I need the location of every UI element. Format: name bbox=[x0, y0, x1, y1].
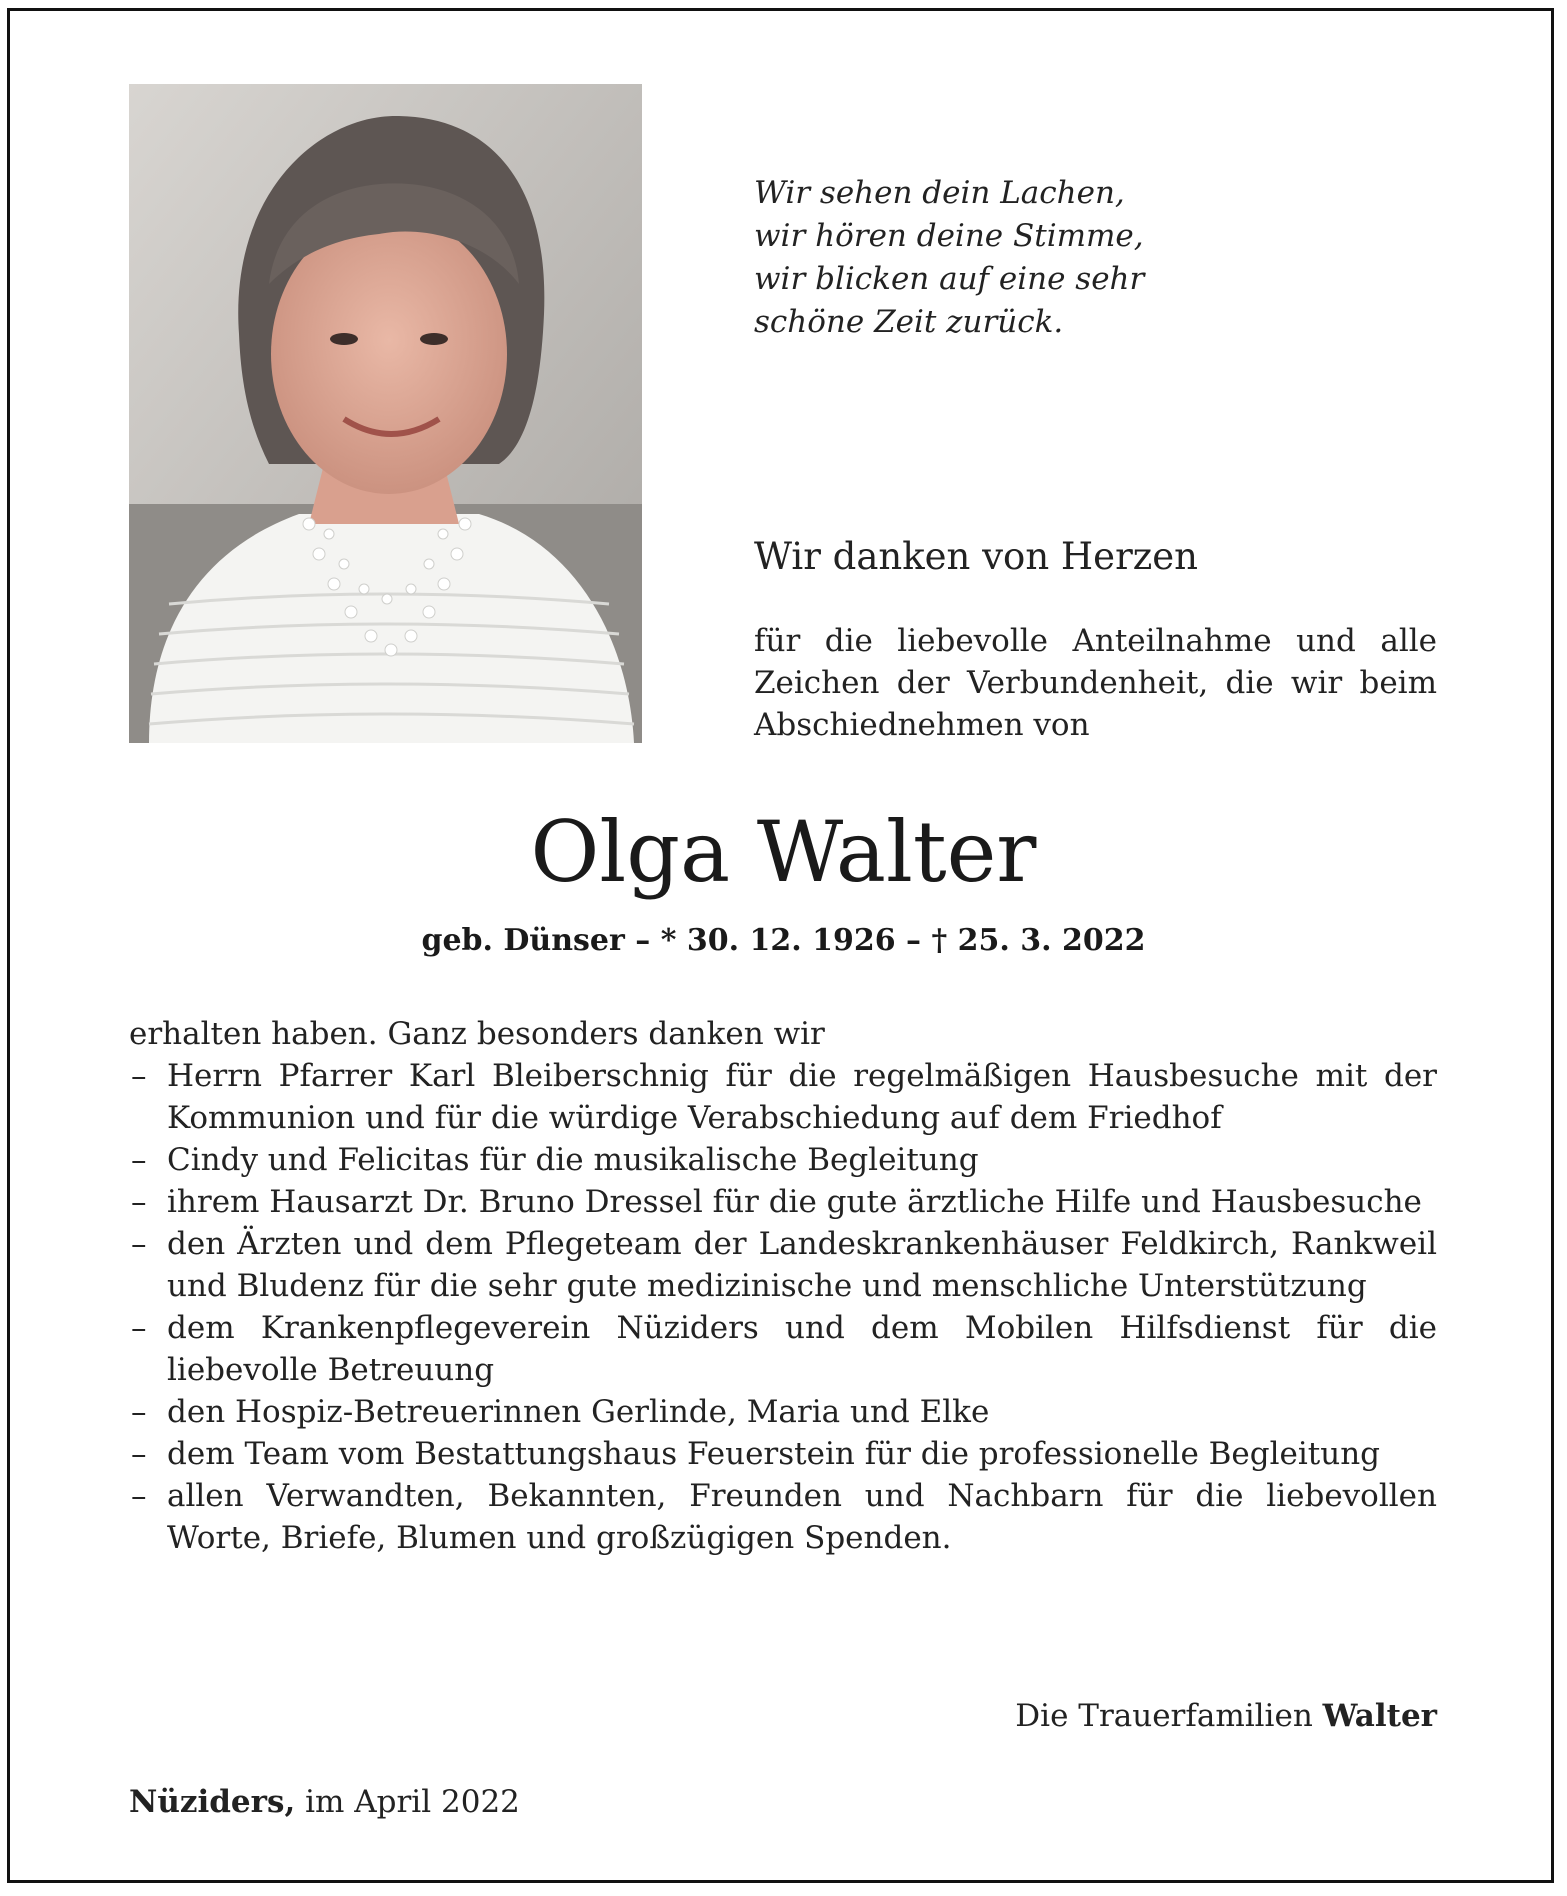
place-date bbox=[129, 1781, 520, 1823]
place: Nüziders, bbox=[129, 1784, 296, 1820]
poem-line: wir blicken auf eine sehr bbox=[754, 261, 1145, 297]
deceased-dates: geb. Dünser – * 30. 12. 1926 – † 25. 3. 2022 bbox=[421, 923, 1146, 958]
dash-bullet: – bbox=[131, 1310, 147, 1346]
dash-bullet: – bbox=[131, 1436, 147, 1472]
signature-family: Walter bbox=[1322, 1698, 1437, 1734]
poem bbox=[754, 172, 1274, 344]
dash-bullet: – bbox=[131, 1394, 147, 1430]
poem-line: wir hören deine Stimme, bbox=[754, 218, 1144, 254]
deceased-name: Olga Walter bbox=[530, 803, 1037, 901]
dash-bullet: – bbox=[131, 1184, 147, 1220]
thanks-lead: erhalten haben. Ganz besonders danken wir bbox=[129, 1016, 825, 1052]
list-item bbox=[129, 1223, 1437, 1307]
signature-prefix: Die Trauerfamilien bbox=[1015, 1698, 1313, 1734]
dash-bullet: – bbox=[131, 1142, 147, 1178]
list-item bbox=[129, 1055, 1437, 1139]
list-item-text: dem Team vom Bestattungshaus Feuerstein für die professionelle Begleitung bbox=[167, 1436, 1381, 1472]
poem-line: Wir sehen dein Lachen, bbox=[754, 175, 1125, 211]
thanks-heading: Wir danken von Herzen bbox=[754, 535, 1198, 578]
signature bbox=[1015, 1695, 1437, 1737]
list-item-text: allen Verwandten, Bekannten, Freunden und Nachbarn für die liebevollen Worte, Briefe, Blumen und großzügigen Spenden. bbox=[167, 1478, 1437, 1556]
dash-bullet: – bbox=[131, 1478, 147, 1514]
thanks-intro: für die liebevolle Anteilnahme und alle Zeichen der Verbundenheit, die wir beim Abschiednehmen von bbox=[754, 623, 1437, 743]
thanks-body bbox=[129, 1013, 1437, 1559]
list-item bbox=[129, 1139, 1437, 1181]
list-item-text: ihrem Hausarzt Dr. Bruno Dressel für die gute ärztliche Hilfe und Hausbesuche bbox=[167, 1184, 1422, 1220]
portrait-photo-icon bbox=[129, 84, 642, 743]
thanks-list bbox=[129, 1055, 1437, 1559]
date: im April 2022 bbox=[305, 1784, 520, 1820]
dash-bullet: – bbox=[131, 1226, 147, 1262]
dash-bullet: – bbox=[131, 1058, 147, 1094]
list-item-text: Herrn Pfarrer Karl Bleiberschnig für die regelmäßigen Hausbesuche mit der Kommunion und für die würdige Verabschiedung auf dem Friedhof bbox=[167, 1058, 1437, 1136]
list-item bbox=[129, 1307, 1437, 1391]
list-item-text: den Hospiz-Betreuerinnen Gerlinde, Maria und Elke bbox=[167, 1394, 990, 1430]
list-item-text: Cindy und Felicitas für die musikalische Begleitung bbox=[167, 1142, 979, 1178]
list-item-text: dem Krankenpflegeverein Nüziders und dem Mobilen Hilfsdienst für die liebevolle Betreuung bbox=[167, 1310, 1437, 1388]
list-item bbox=[129, 1181, 1437, 1223]
portrait-photo bbox=[129, 84, 642, 743]
list-item-text: den Ärzten und dem Pflegeteam der Landeskrankenhäuser Feldkirch, Rankweil und Bludenz für die sehr gute medizinische und menschliche Unterstützung bbox=[167, 1226, 1437, 1304]
list-item bbox=[129, 1475, 1437, 1559]
list-item bbox=[129, 1391, 1437, 1433]
list-item bbox=[129, 1433, 1437, 1475]
poem-line: schöne Zeit zurück. bbox=[754, 304, 1064, 340]
